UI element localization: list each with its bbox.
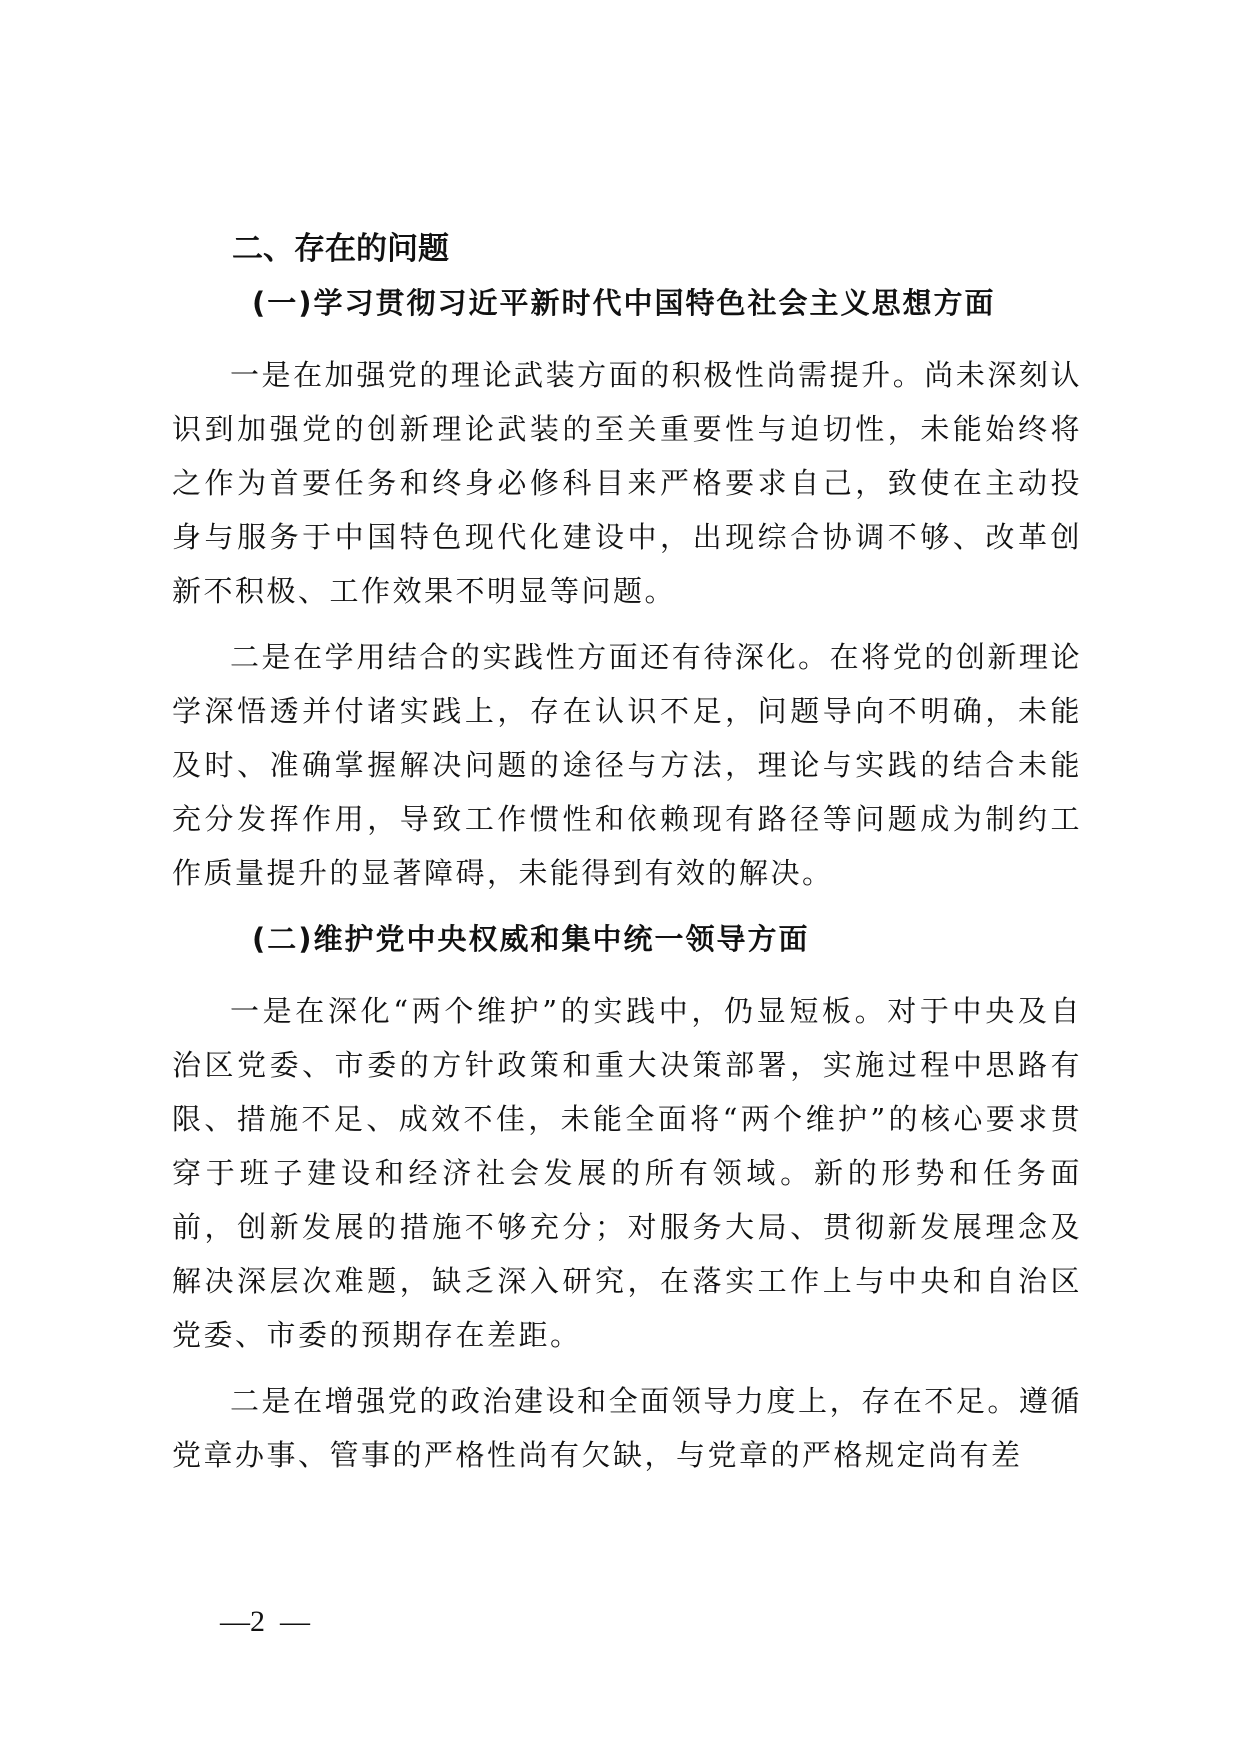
section-heading: 二、存在的问题 (232, 231, 449, 267)
paragraph: 二是在增强党的政治建设和全面领导力度上，存在不足。遵循党章办事、管事的严格性尚有欠缺，与党章的严格规定尚有差 (172, 1384, 1082, 1472)
subsection-heading-2: (二)维护党中央权威和集中统一领导方面 (252, 922, 810, 956)
document-body (172, 222, 1082, 1494)
page-number: —2 — (220, 1605, 310, 1638)
paragraph: 二是在学用结合的实践性方面还有待深化。在将党的创新理论学深悟透并付诸实践上，存在认识不足，问题导向不明确，未能及时、准确掌握解决问题的途径与方法，理论与实践的结合未能充分发挥作用，导致工作惯性和依赖现有路径等问题成为制约工作质量提升的显著障碍，未能得到有效的解决。 (172, 640, 1082, 890)
paragraph: 一是在加强党的理论武装方面的积极性尚需提升。尚未深刻认识到加强党的创新理论武装的至关重要性与迫切性，未能始终将之作为首要任务和终身必修科目来严格要求自己，致使在主动投身与服务于中国特色现代化建设中，出现综合协调不够、改革创新不积极、工作效果不明显等问题。 (172, 358, 1082, 608)
subsection-heading-1: (一)学习贯彻习近平新时代中国特色社会主义思想方面 (252, 286, 996, 320)
paragraph: 一是在深化“两个维护”的实践中，仍显短板。对于中央及自治区党委、市委的方针政策和重大决策部署，实施过程中思路有限、措施不足、成效不佳，未能全面将“两个维护”的核心要求贯穿于班子建设和经济社会发展的所有领域。新的形势和任务面前，创新发展的措施不够充分；对服务大局、贯彻新发展理念及解决深层次难题，缺乏深入研究，在落实工作上与中央和自治区党委、市委的预期存在差距。 (172, 994, 1082, 1352)
